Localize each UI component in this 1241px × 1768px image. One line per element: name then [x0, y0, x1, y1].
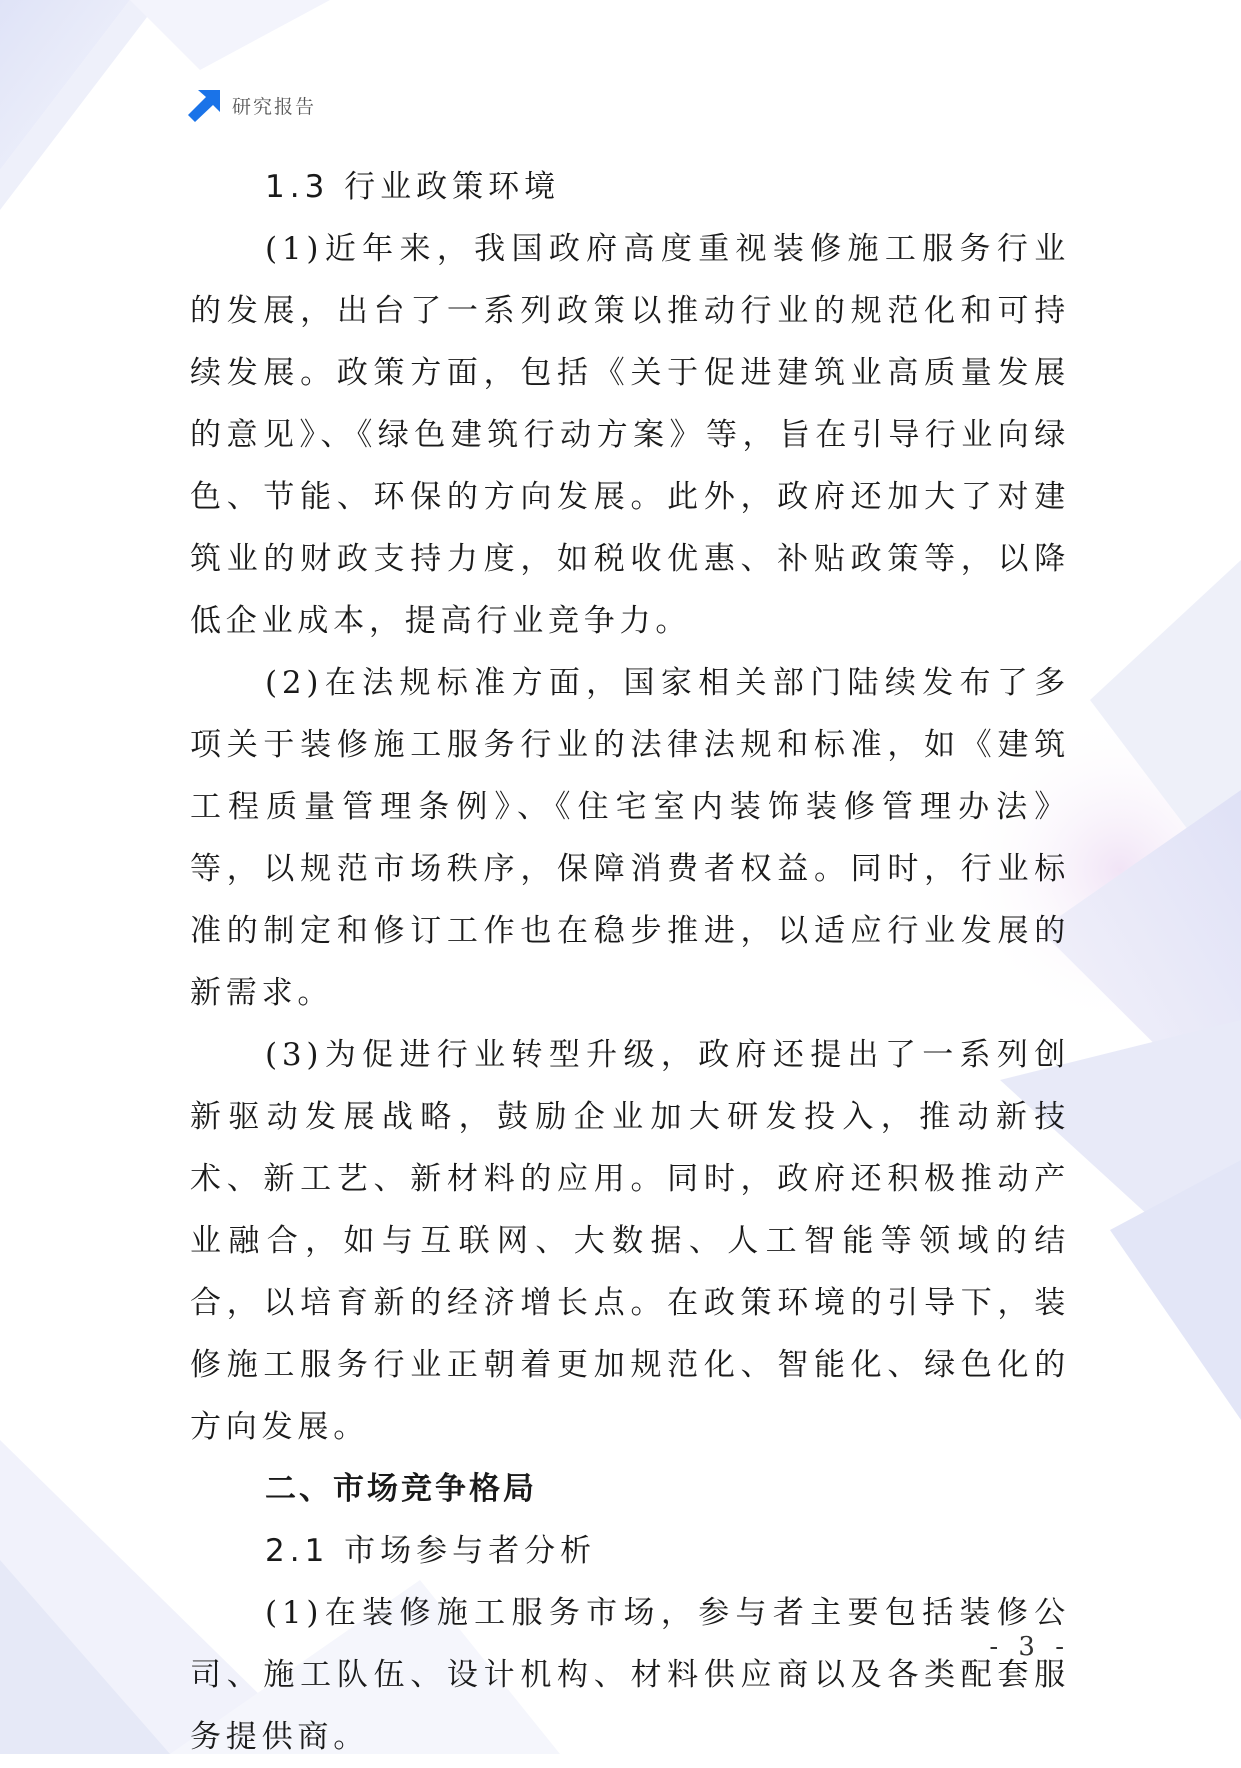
section-heading-2-1: 2.1 市场参与者分析 — [265, 1533, 597, 1569]
document-body — [190, 156, 1070, 1768]
report-header — [186, 88, 316, 122]
paragraph-3: (3)为促进行业转型升级，政府还提出了一系列创新驱动发展战略，鼓励企业加大研发投入，推动新技术、新工艺、新材料的应用。同时，政府还积极推动产业融合，如与互联网、大数据、人工智能等领域的结合，以培育新的经济增长点。在政策环境的引导下，装修施工服务行业正朝着更加规范化、智能化、绿色化的方向发展。 — [190, 1037, 1070, 1445]
paragraph-4: (1)在装修施工服务市场，参与者主要包括装修公司、施工队伍、设计机构、材料供应商以及各类配套服务提供商。 — [190, 1595, 1070, 1755]
section-heading-1-3: 1.3 行业政策环境 — [265, 169, 561, 205]
chapter-heading-2: 二、市场竞争格局 — [265, 1471, 537, 1507]
page-number: - 3 - — [989, 1632, 1070, 1662]
paragraph-2: (2)在法规标准方面，国家相关部门陆续发布了多项关于装修施工服务行业的法律法规和标准，如《建筑工程质量管理条例》、《住宅室内装饰装修管理办法》等，以规范市场秩序，保障消费者权益。同时，行业标准的制定和修订工作也在稳步推进，以适应行业发展的新需求。 — [190, 665, 1070, 1011]
header-title: 研究报告 — [232, 95, 317, 118]
arrow-up-right-icon — [186, 88, 222, 122]
paragraph-1: (1)近年来，我国政府高度重视装修施工服务行业的发展，出台了一系列政策以推动行业的规范化和可持续发展。政策方面，包括《关于促进建筑业高质量发展的意见》、《绿色建筑行动方案》等，旨在引导行业向绿色、节能、环保的方向发展。此外，政府还加大了对建筑业的财政支持力度，如税收优惠、补贴政策等，以降低企业成本，提高行业竞争力。 — [190, 231, 1070, 639]
